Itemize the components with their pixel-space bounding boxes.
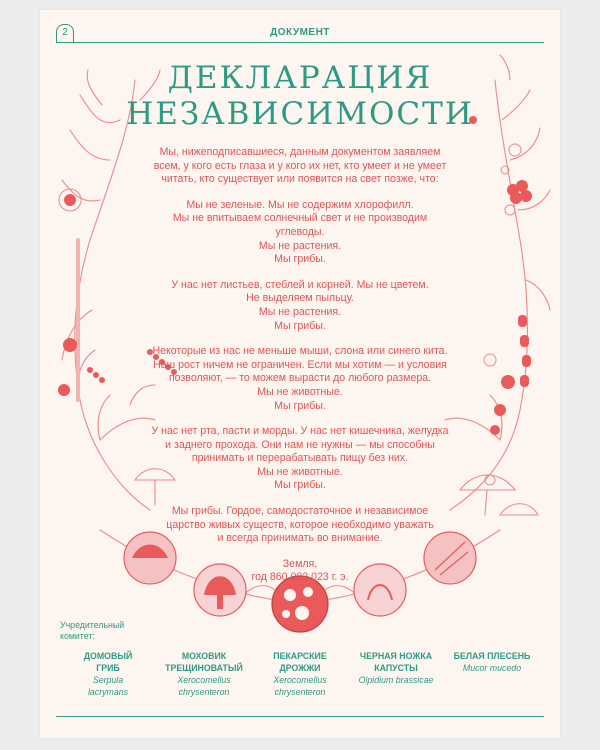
founder-name: ДРОЖЖИ xyxy=(279,663,321,673)
founder-latin-name: Xerocomellus xyxy=(177,675,231,685)
text-line: и заднего прохода. Они нам не нужны — мы способны xyxy=(165,438,435,451)
text-line: Мы не растения. xyxy=(258,239,342,252)
section-label: ДОКУМЕНТ xyxy=(270,27,330,38)
page-number: 2 xyxy=(62,27,68,38)
page-title-line-2: НЕЗАВИСИМОСТИ xyxy=(126,96,474,132)
header-divider xyxy=(56,42,544,43)
founder-latin-name: Serpula xyxy=(92,675,124,685)
founder-name: БЕЛАЯ ПЛЕСЕНЬ xyxy=(453,651,531,661)
founder-latin-name: Olpidium brassicae xyxy=(358,675,434,685)
founder-latin-name: Xerocomellus xyxy=(273,675,327,685)
founder-name: ГРИБ xyxy=(96,663,120,673)
founders-list xyxy=(60,650,540,698)
paragraph-signature-place-date xyxy=(130,558,470,585)
text-line: Мы не животные. xyxy=(257,465,343,478)
page-title-line-1: ДЕКЛАРАЦИЯ xyxy=(167,60,433,96)
founder-dry-rot xyxy=(60,650,156,698)
text-line: У нас нет листьев, стеблей и корней. Мы не цветем. xyxy=(171,278,429,291)
text-line: царство живых существ, которое необходимо уважать xyxy=(166,518,434,531)
founder-latin-name: chrysenteron xyxy=(274,687,326,697)
text-line: Мы не животные. xyxy=(257,385,343,398)
text-line: и всегда принимать во внимание. xyxy=(217,532,383,545)
text-line: Земля, xyxy=(282,557,318,570)
text-line: Мы грибы. Гордое, самодостаточное и независимое xyxy=(171,505,429,518)
founder-name: КАПУСТЫ xyxy=(374,663,418,673)
text-line: год 860 002 023 г. э. xyxy=(251,571,349,584)
paragraph-size xyxy=(130,345,470,413)
text-line: Мы не зеленые. Мы не содержим хлорофилл. xyxy=(186,198,414,211)
text-line: читать, кто существует или появится на свет позже, что: xyxy=(161,173,439,186)
founder-white-mold xyxy=(444,650,540,698)
text-line: Мы не растения. xyxy=(258,305,342,318)
text-line: позволяют, — то можем вырасти до любого размера. xyxy=(168,372,432,385)
declaration-text xyxy=(130,146,470,597)
text-line: Наш рост ничем не ограничен. Если мы хотим — и условия xyxy=(153,358,447,371)
paragraph-kingdom xyxy=(130,505,470,546)
founder-latin-name: lacrymans xyxy=(87,687,129,697)
committee-label-line-2: комитет: xyxy=(60,631,95,641)
text-line: Мы не впитываем солнечный свет и не производим xyxy=(172,212,428,225)
paragraph-intro xyxy=(130,146,470,187)
text-line: Мы грибы. xyxy=(274,479,326,492)
founder-name: ТРЕЩИНОВАТЫЙ xyxy=(165,663,243,673)
text-line: Не выделяем пыльцу. xyxy=(246,292,354,305)
text-line: принимать и перерабатывать пищу без них. xyxy=(191,452,409,465)
text-line: Мы грибы. xyxy=(274,319,326,332)
paragraph-no-mouth xyxy=(130,425,470,493)
committee-label xyxy=(60,620,124,642)
paragraph-not-green xyxy=(130,199,470,267)
footer-divider xyxy=(56,716,544,717)
founder-cabbage-black-leg xyxy=(348,650,444,698)
founder-name: ДОМОВЫЙ xyxy=(83,651,133,661)
text-line: Мы, нижеподписавшиеся, данным документом заявляем xyxy=(159,146,441,158)
text-line: всем, у кого есть глаза и у кого их нет, кто умеет и не умеет xyxy=(153,159,447,172)
founder-red-cracking-bolete xyxy=(156,650,252,698)
text-line: Мы грибы. xyxy=(274,399,326,412)
founder-name: ПЕКАРСКИЕ xyxy=(273,651,327,661)
text-line: Мы грибы. xyxy=(274,253,326,266)
text-line: Некоторые из нас не меньше мыши, слона или синего кита. xyxy=(152,345,448,358)
founder-name: ЧЕРНАЯ НОЖКА xyxy=(359,651,433,661)
committee-label-line-1: Учредительный xyxy=(60,620,125,630)
founder-latin-name: chrysenteron xyxy=(178,687,230,697)
text-line: У нас нет рта, пасти и морды. У нас нет кишечника, желудка xyxy=(151,425,449,438)
founder-name: МОХОВИК xyxy=(181,651,227,661)
text-line: углеводы. xyxy=(275,225,325,238)
founder-bakers-yeast xyxy=(252,650,348,698)
document-page xyxy=(40,10,560,738)
paragraph-no-leaves xyxy=(130,279,470,333)
founder-latin-name: Mucor mucedo xyxy=(462,663,522,673)
